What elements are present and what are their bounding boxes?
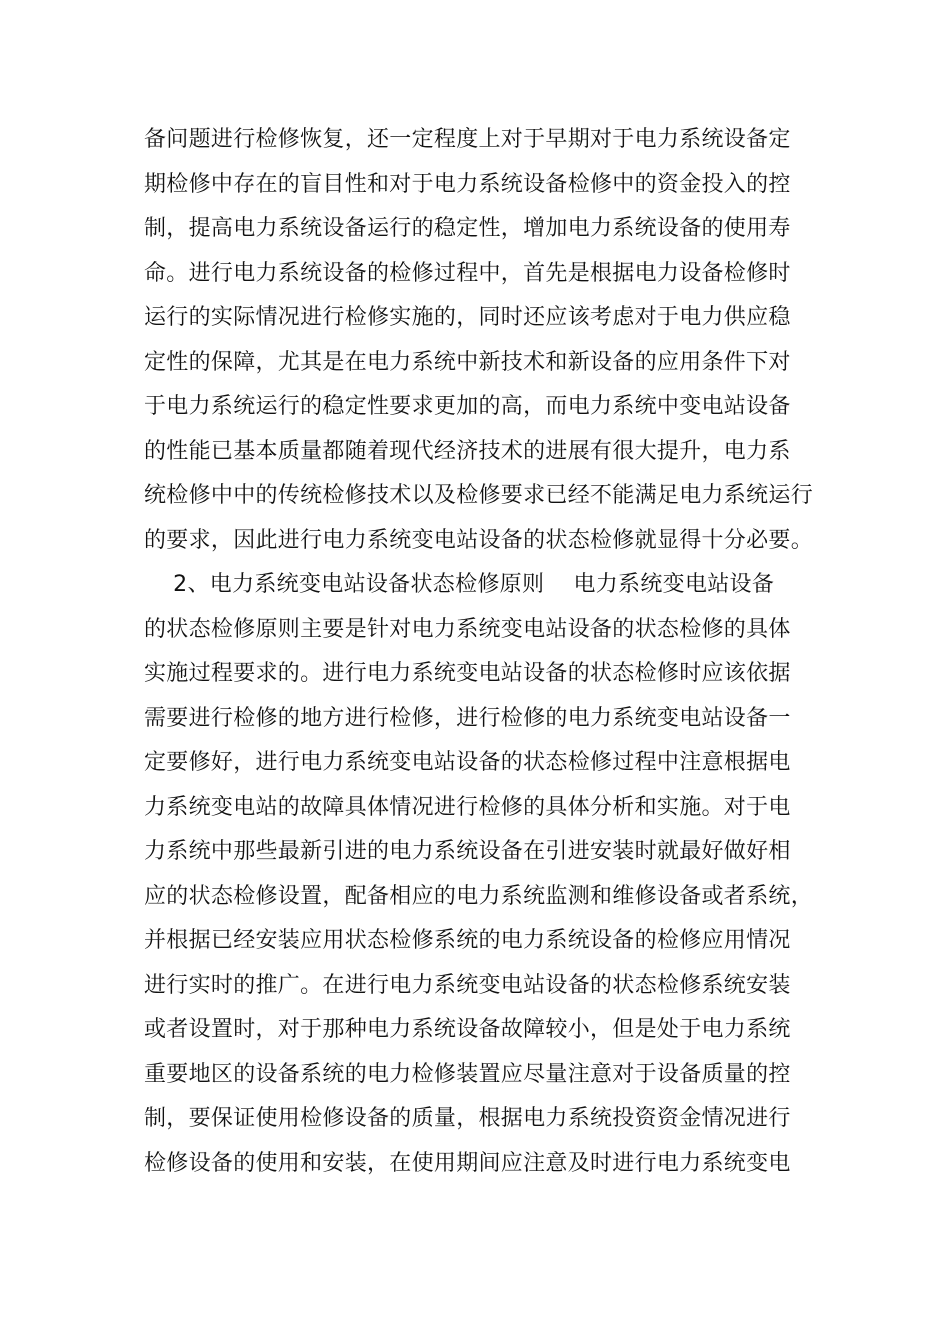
- text-line: 并根据已经安装应用状态检修系统的电力系统设备的检修应用情况: [144, 928, 791, 953]
- text-line: 实施过程要求的。进行电力系统变电站设备的状态检修时应该依据: [144, 661, 791, 686]
- text-line: 力系统中那些最新引进的电力系统设备在引进安装时就最好做好相: [144, 839, 791, 864]
- text-line: 制，提高电力系统设备运行的稳定性，增加电力系统设备的使用寿: [144, 216, 791, 241]
- text-line: 重要地区的设备系统的电力检修装置应尽量注意对于设备质量的控: [144, 1061, 791, 1087]
- text-line: 制，要保证使用检修设备的质量，根据电力系统投资资金情况进行: [144, 1106, 791, 1131]
- text-line: 力系统变电站的故障具体情况进行检修的具体分析和实施。对于电: [144, 794, 791, 820]
- text-line: 命。进行电力系统设备的检修过程中，首先是根据电力设备检修时: [144, 260, 791, 286]
- text-line: 备问题进行检修恢复，还一定程度上对于早期对于电力系统设备定: [144, 127, 791, 152]
- text-line: 需要进行检修的地方进行检修，进行检修的电力系统变电站设备一: [144, 705, 791, 731]
- text-line: 于电力系统运行的稳定性要求更加的高，而电力系统中变电站设备: [144, 394, 791, 419]
- text-line: 进行实时的推广。在进行电力系统变电站设备的状态检修系统安装: [144, 972, 791, 998]
- text-line: 统检修中中的传统检修技术以及检修要求已经不能满足电力系统运行: [144, 483, 814, 508]
- paragraph-2: [144, 563, 824, 1186]
- text-line: 的性能已基本质量都随着现代经济技术的进展有很大提升，电力系: [144, 438, 791, 464]
- text-line: 应的状态检修设置，配备相应的电力系统监测和维修设备或者系统，: [144, 883, 814, 909]
- text-line: 运行的实际情况进行检修实施的，同时还应该考虑对于电力供应稳: [144, 305, 791, 330]
- text-line: 定性的保障，尤其是在电力系统中新技术和新设备的应用条件下对: [144, 349, 791, 375]
- text-line: 检修设备的使用和安装，在使用期间应注意及时进行电力系统变电: [144, 1150, 791, 1176]
- text-line: 或者设置时，对于那种电力系统设备故障较小，但是处于电力系统: [144, 1017, 791, 1042]
- text-line: 期检修中存在的盲目性和对于电力系统设备检修中的资金投入的控: [144, 171, 791, 197]
- section-heading-line: 2、电力系统变电站设备状态检修原则 电力系统变电站设备: [144, 572, 775, 597]
- text-line: 的要求，因此进行电力系统变电站设备的状态检修就显得十分必要。: [144, 527, 814, 553]
- text-line: 的状态检修原则主要是针对电力系统变电站设备的状态检修的具体: [144, 616, 791, 642]
- paragraph-1: [144, 118, 824, 563]
- text-line: 定要修好，进行电力系统变电站设备的状态检修过程中注意根据电: [144, 750, 791, 775]
